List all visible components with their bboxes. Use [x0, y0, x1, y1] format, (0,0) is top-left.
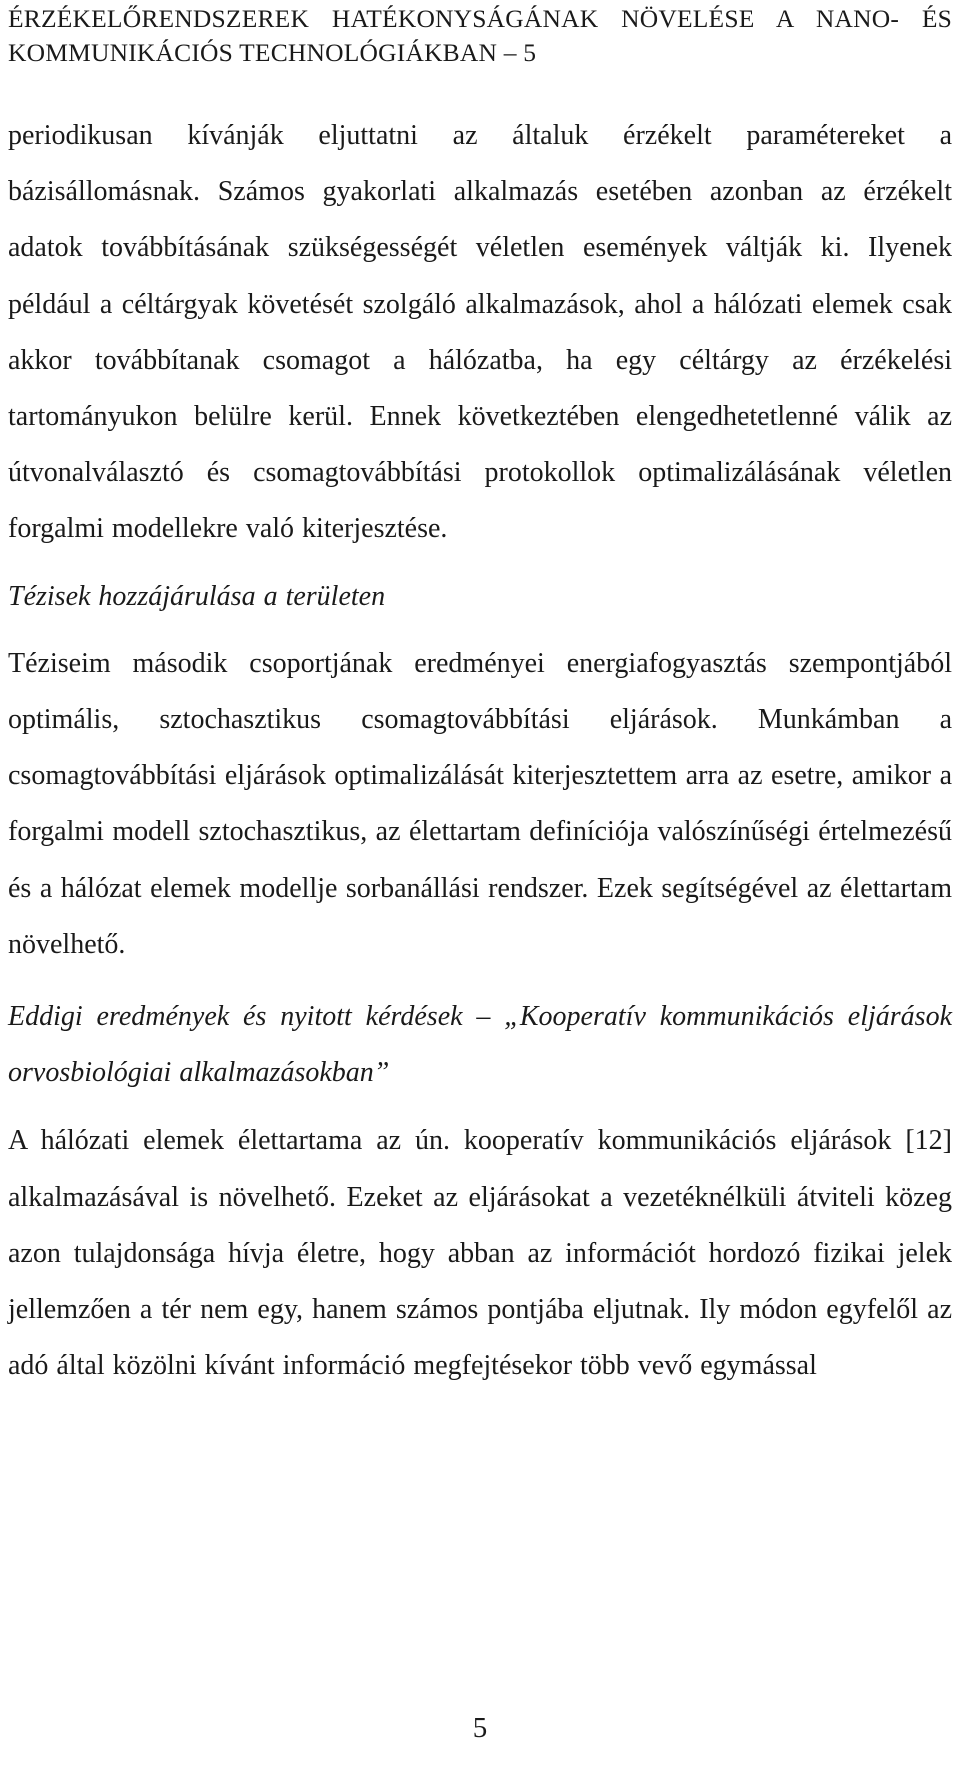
page-number: 5	[472, 1712, 488, 1744]
section-heading-open-questions: Eddigi eredmények és nyitott kérdések – „Kooperatív kommunikációs eljárások orvosbiológiai alkalmazásokban”	[8, 1001, 952, 1089]
body-text	[8, 108, 952, 1394]
running-header: ÉRZÉKELŐRENDSZEREK HATÉKONYSÁGÁNAK NÖVELÉSE A NANO- ÉS KOMMUNIKÁCIÓS TECHNOLÓGIÁKBAN – 5	[8, 4, 952, 67]
section-heading-thesis-contribution: Tézisek hozzájárulása a területen	[8, 580, 386, 612]
paragraph-cooperative-communication: A hálózati elemek élettartama az ún. kooperatív kommunikációs eljárások [12] alkalmazásával is növelhető. Ezeket az eljárásokat a vezetéknélküli átviteli közeg azon tulajdonsága hívja életre, hogy abban az információt hordozó fizikai jelek jellemzően a tér nem egy, hanem számos pontjába eljutnak. Ily módon egyfelől az adó által közölni kívánt információ megfejtésekor több vevő egymással	[8, 1125, 952, 1382]
paragraph-thesis-results: Téziseim második csoportjának eredményei energiafogyasztás szempontjából optimális, sztochasztikus csomagtovábbítási eljárások. Munkámban a csomagtovábbítási eljárások optimalizálását kiterjesztettem arra az esetre, amikor a forgalmi modell sztochasztikus, az élettartam definíciója valószínűségi értelmezésű és a hálózat elemek modellje sorbanállási rendszer. Ezek segítségével az élettartam növelhető.	[8, 647, 952, 960]
paragraph-continuation: periodikusan kívánják eljuttatni az általuk érzékelt paramétereket a bázisállomásnak. Számos gyakorlati alkalmazás esetében azonban az érzékelt adatok továbbításának szükségességét véletlen események váltják ki. Ilyenek például a céltárgyak követését szolgáló alkalmazások, ahol a hálózati elemek csak akkor továbbítanak csomagot a hálózatba, ha egy céltárgy az érzékelési tartományukon belülre kerül. Ennek következtében elengedhetetlenné válik az útvonalválasztó és csomagtovábbítási protokollok optimalizálásának véletlen forgalmi modellekre való kiterjesztése.	[8, 120, 952, 545]
